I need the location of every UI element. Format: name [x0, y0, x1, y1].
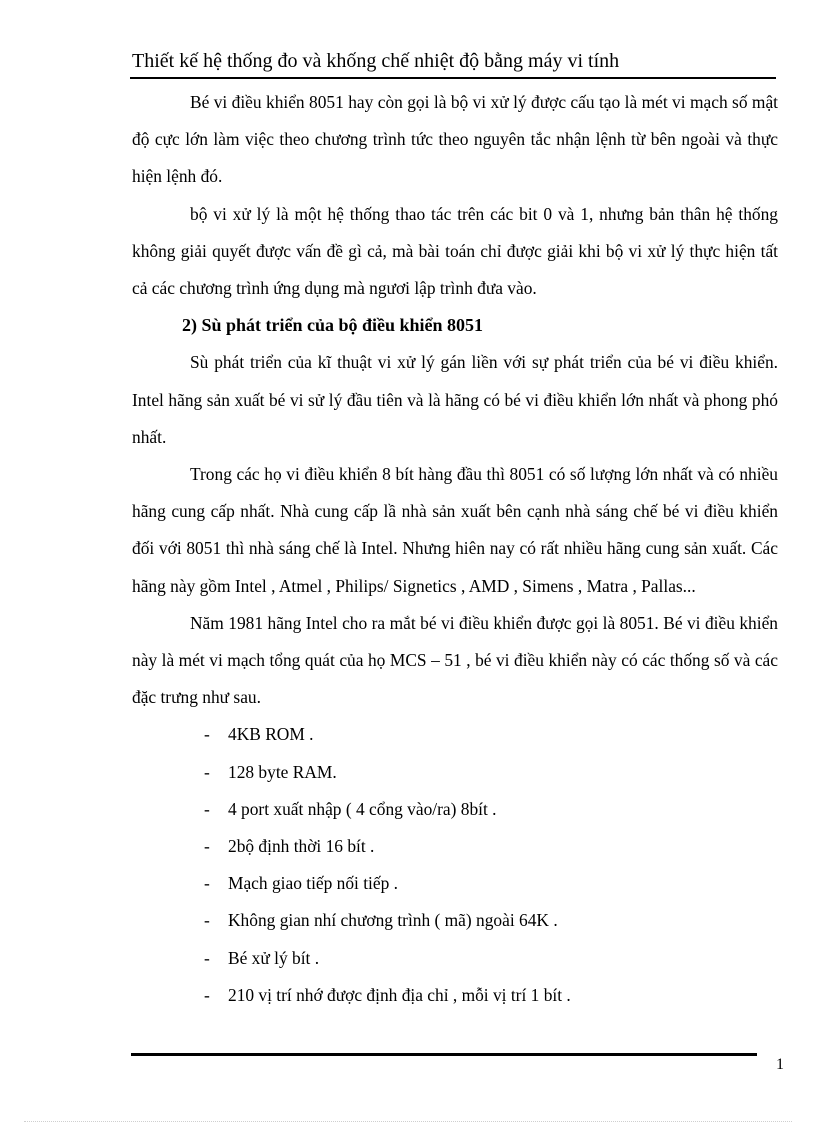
- footer-divider: [131, 1053, 757, 1056]
- paragraph-intro: Bé vi điều khiển 8051 hay còn gọi là bộ vi xử lý được cấu tạo là mét vi mạch số mật độ cực lớn làm việc theo chương trình tức theo nguyên tắc nhận lệnh từ bên ngoài và thực hiện lệnh đó.: [132, 92, 778, 187]
- page-header-title: Thiết kế hệ thống đo và khống chế nhiệt độ bằng máy vi tính: [132, 50, 620, 72]
- list-item: - Không gian nhí chương trình ( mã) ngoài 64K .: [132, 902, 778, 939]
- list-dash: -: [204, 910, 210, 931]
- list-item: - 210 vị trí nhớ được định địa chỉ , mỗi vị trí 1 bít .: [132, 977, 778, 1014]
- list-item: - Bé xử lý bít .: [132, 940, 778, 977]
- paragraph-processor: bộ vi xử lý là một hệ thống thao tác trên các bit 0 và 1, nhưng bản thân hệ thống không giải quyết được vấn đề gì cả, mà bài toán chỉ được giải khi bộ vi xử lý thực hiện tất cả các chương trình ứng dụng mà ngươi lập trình đưa vào.: [132, 203, 778, 299]
- list-dash: -: [204, 984, 210, 1005]
- list-dash: -: [204, 836, 210, 857]
- page-edge-divider: [24, 1121, 792, 1122]
- paragraph-1981: Năm 1981 hãng Intel cho ra mắt bé vi điều khiển được gọi là 8051. Bé vi điều khiển này là mét vi mạch tổng quát của họ MCS – 51 , bé vi điều khiển này có các thống số và các đặc trưng như sau.: [132, 612, 778, 708]
- document-body: [132, 84, 778, 1014]
- spec-list: [132, 716, 778, 1014]
- paragraph-families: Trong các họ vi điều khiển 8 bít hàng đầu thì 8051 có số lượng lớn nhất và có nhiều hãng cung cấp nhất. Nhà cung cấp lầ nhà sản xuất bên cạnh nhà sáng chế bé vi điều khiển đối với 8051 thì nhà sáng chế là Intel. Nhưng hiên nay có rất nhiều hãng cung sản xuất. Các hãng này gồm Intel , Atmel , Philips/ Signetics , AMD , Simens , Matra , Pallas...: [132, 464, 778, 596]
- list-dash: -: [204, 724, 210, 745]
- list-dash: -: [204, 761, 210, 782]
- list-item: - 2bộ định thời 16 bít .: [132, 828, 778, 865]
- page-number: 1: [776, 1056, 784, 1073]
- list-item: - 4 port xuất nhập ( 4 cổng vào/ra) 8bít .: [132, 791, 778, 828]
- paragraph-development: Sù phát triển của kĩ thuật vi xử lý gán liền với sự phát triển của bé vi điều khiển. Intel hãng sản xuất bé vi sử lý đầu tiên và là hãng có bé vi điều khiển lớn nhất và phong phó nhất.: [132, 352, 778, 447]
- list-item: - 4KB ROM .: [132, 716, 778, 753]
- list-dash: -: [204, 947, 210, 968]
- header-divider: [130, 77, 776, 79]
- section-heading: 2) Sù phát triển của bộ điều khiển 8051: [182, 315, 484, 336]
- list-dash: -: [204, 873, 210, 894]
- list-item: - 128 byte RAM.: [132, 754, 778, 791]
- list-dash: -: [204, 798, 210, 819]
- list-item: - Mạch giao tiếp nối tiếp .: [132, 865, 778, 902]
